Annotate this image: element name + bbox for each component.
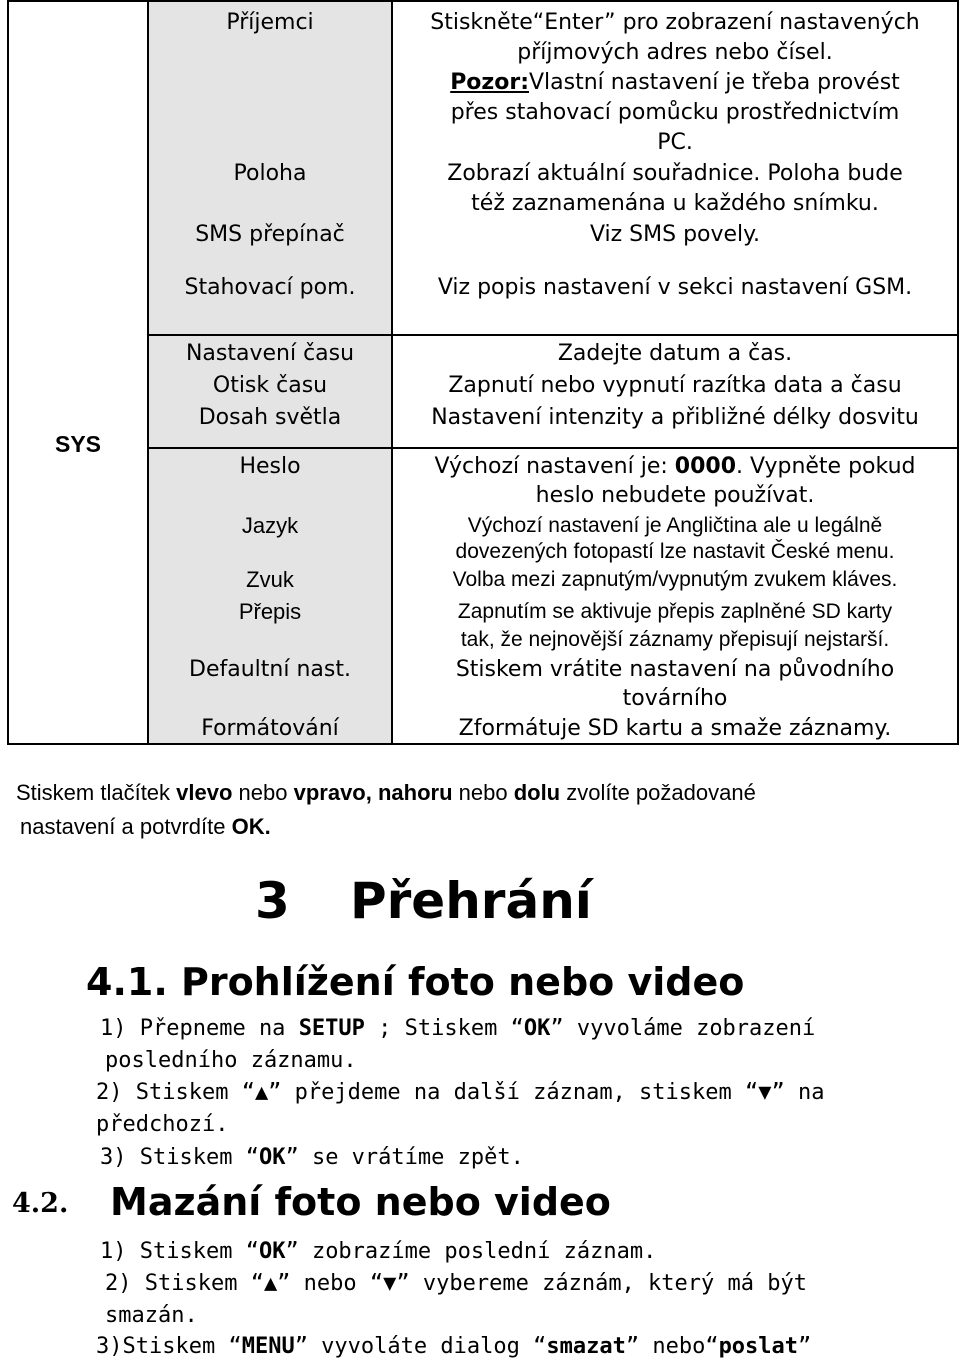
setting-desc: Stiskem vrátite nastavení na původního (455, 657, 895, 682)
setting-desc: Zformátuje SD kartu a smaže záznamy. (458, 716, 892, 741)
section-label: SYS (54, 431, 102, 457)
step-line: 3) Stiskem “OK” se vrátíme zpět. (100, 1145, 524, 1170)
step-line: 3)Stiskem “MENU” vyvoláte dialog “smazat” nebo“poslat” (96, 1334, 812, 1359)
setting-desc: Pozor:Vlastní nastavení je třeba provést (450, 70, 900, 95)
setting-desc: Výchozí nastavení je: 0000. Vypněte pokud (434, 454, 916, 479)
setting-desc: PC. (657, 130, 693, 155)
setting-name: Příjemci (226, 10, 314, 35)
setting-name: Dosah světla (198, 405, 342, 430)
settings-table (7, 0, 959, 745)
chapter-heading: 3 Přehrání (255, 872, 592, 930)
descs-cell (392, 1, 958, 335)
setting-desc: Stiskněte“Enter” pro zobrazení nastavených (430, 10, 920, 35)
setting-desc: tak, že nejnovější záznamy přepisují nejstarší. (460, 628, 890, 651)
setting-name: Otisk času (212, 373, 328, 398)
setting-desc: dovezených fotopastí lze nastavit České menu. (455, 540, 895, 563)
setting-desc: továrního (622, 686, 728, 711)
setting-name: Stahovací pom. (184, 275, 356, 300)
setting-desc: Zapnutím se aktivuje přepis zaplněné SD karty (457, 600, 893, 623)
navigation-note: Stiskem tlačítek vlevo nebo vpravo, nahoru nebo dolu zvolíte požadované nastavení a potvrdíte OK. (16, 780, 756, 839)
table-row (8, 1, 958, 335)
setting-desc: též zaznamenána u každého snímku. (471, 191, 879, 216)
setting-desc: Zobrazí aktuální souřadnice. Poloha bude (447, 161, 903, 186)
setting-name: Poloha (233, 161, 307, 186)
descs-cell (392, 448, 958, 744)
setting-name: Přepis (238, 599, 302, 624)
names-cell (148, 335, 392, 448)
step-line: posledního záznamu. (105, 1048, 357, 1073)
names-cell (148, 1, 392, 335)
setting-name: Formátování (201, 716, 339, 741)
step-line: 1) Stiskem “OK” zobrazíme poslední záznam. (100, 1239, 657, 1264)
setting-name: Defaultní nast. (189, 657, 351, 682)
table-row (8, 448, 958, 744)
descs-cell (392, 335, 958, 448)
step-line: smazán. (105, 1303, 198, 1328)
step-line: 2) Stiskem “▲” nebo “▼” vybereme záznám, který má být (105, 1271, 807, 1296)
table-row (8, 335, 958, 448)
setting-name: Nastavení času (185, 341, 355, 366)
setting-name: Zvuk (246, 567, 294, 592)
setting-desc: Viz SMS povely. (589, 222, 761, 247)
setting-desc: Zadejte datum a čas. (557, 341, 793, 366)
setting-desc: příjmových adres nebo čísel. (517, 40, 833, 65)
section-number-42: 4.2. (12, 1188, 69, 1219)
step-line: 1) Přepneme na SETUP ; Stiskem “OK” vyvoláme zobrazení (100, 1016, 816, 1041)
step-line: 2) Stiskem “▲” přejdeme na další záznam, stiskem “▼” na (96, 1080, 825, 1105)
setting-name: SMS přepínač (195, 222, 345, 247)
setting-desc: Volba mezi zapnutým/vypnutým zvukem kláves. (452, 568, 898, 591)
setting-desc: Nastavení intenzity a přibližné délky dosvitu (431, 405, 919, 430)
setting-name: Heslo (239, 454, 301, 479)
section-heading-42: Mazání foto nebo video (110, 1180, 611, 1224)
section-cell (8, 1, 148, 744)
step-line: předchozí. (96, 1112, 229, 1137)
setting-desc: Zapnutí nebo vypnutí razítka data a času (448, 373, 902, 398)
section-heading-41: 4.1. Prohlížení foto nebo video (86, 960, 745, 1004)
setting-name: Jazyk (241, 513, 299, 538)
setting-desc: heslo nebudete používat. (535, 483, 815, 508)
setting-desc: Výchozí nastavení je Angličtina ale u legálně (467, 514, 883, 537)
warning-label: Pozor: (450, 70, 529, 95)
setting-desc: přes stahovací pomůcku prostřednictvím (450, 100, 900, 125)
setting-desc: Viz popis nastavení v sekci nastavení GSM. (437, 275, 913, 300)
names-cell (148, 448, 392, 744)
